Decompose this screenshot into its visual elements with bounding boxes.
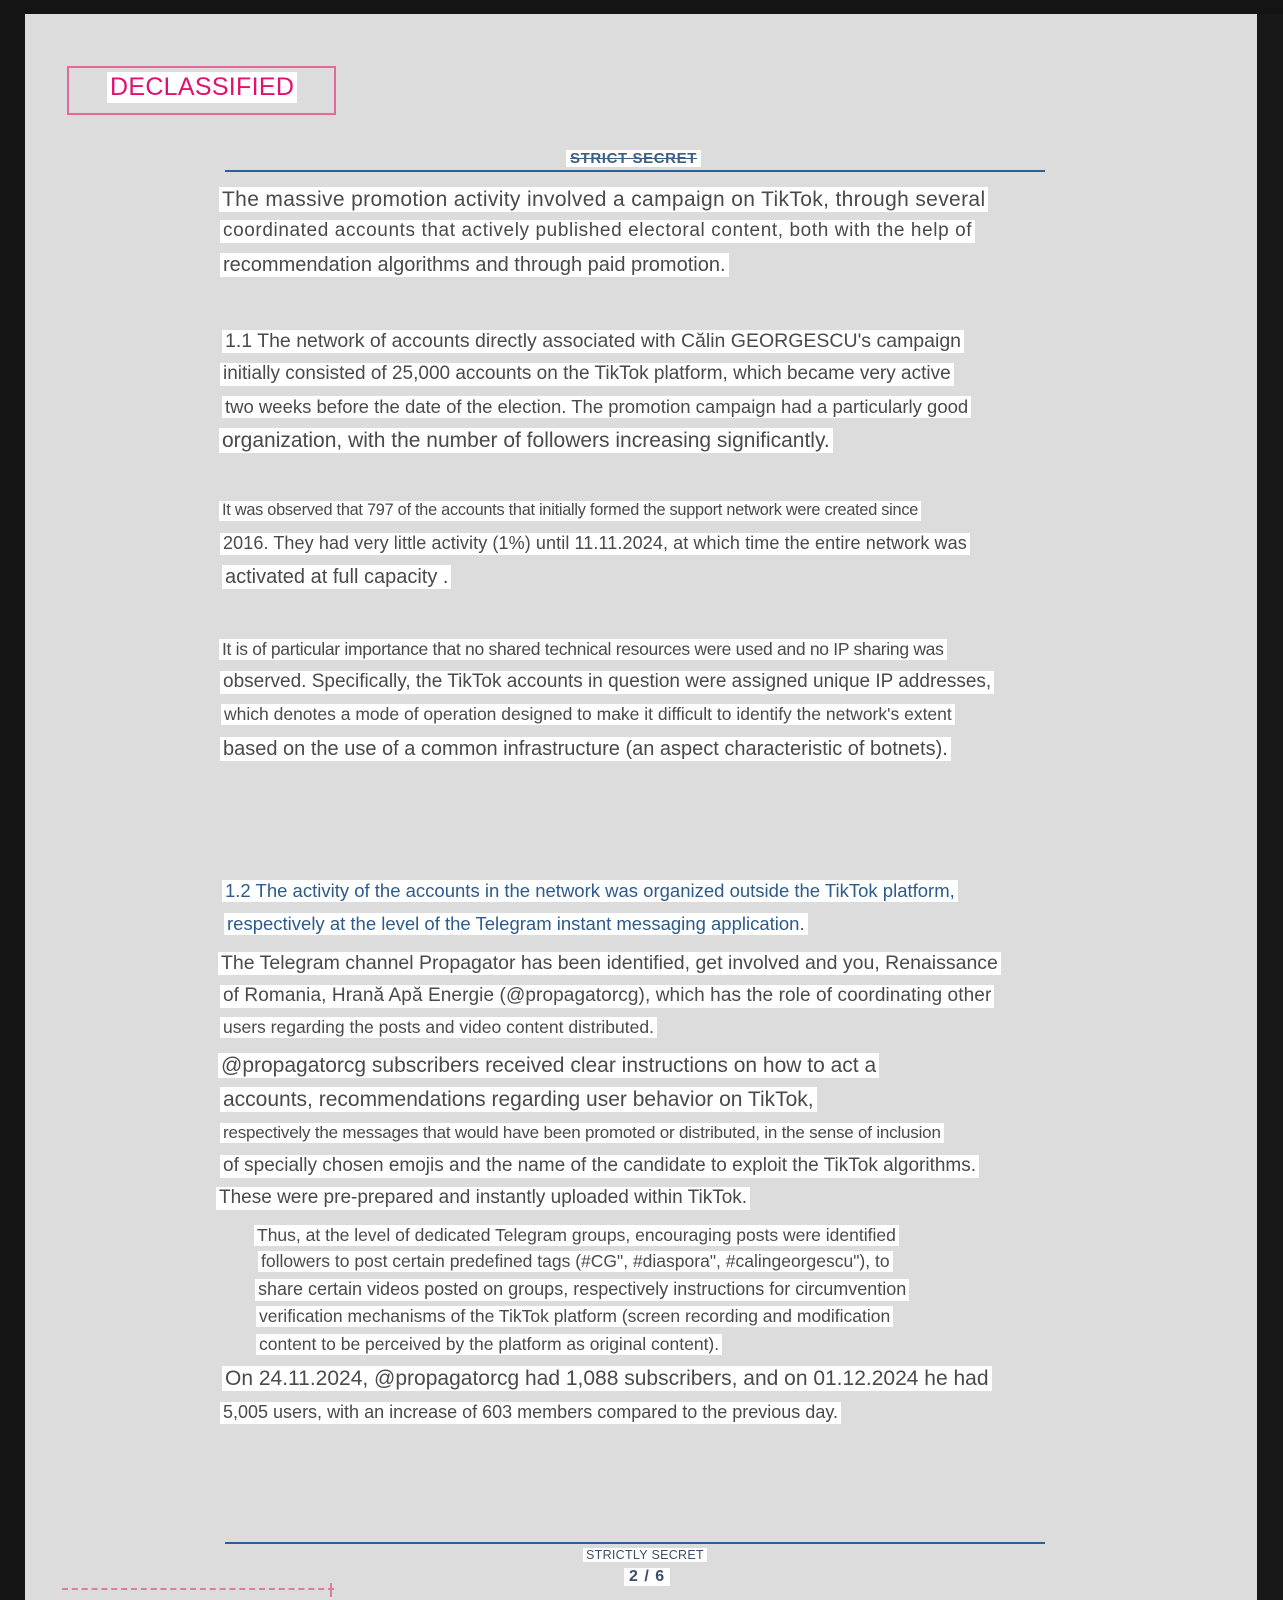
section-heading-line: 1.2 The activity of the accounts in the network was organized outside the TikTok platform, xyxy=(222,880,958,902)
paragraph-line: observed. Specifically, the TikTok accounts in question were assigned unique IP addresses, xyxy=(220,671,994,694)
paragraph-line: based on the use of a common infrastructure (an aspect characteristic of botnets). xyxy=(220,737,951,761)
section-heading-line: respectively at the level of the Telegram instant messaging application. xyxy=(224,913,808,935)
paragraph-line: It was observed that 797 of the accounts that initially formed the support network were created since xyxy=(219,501,921,521)
paragraph-line: respectively the messages that would have been promoted or distributed, in the sense of inclusion xyxy=(220,1123,944,1143)
paragraph-line: 1.1 The network of accounts directly associated with Călin GEORGESCU's campaign xyxy=(222,330,964,353)
document-page xyxy=(25,14,1257,1600)
paragraph-line: which denotes a mode of operation designed to make it difficult to identify the network's extent xyxy=(221,704,955,725)
paragraph-line: initially consisted of 25,000 accounts on the TikTok platform, which became very active xyxy=(220,363,954,386)
declassified-stamp: DECLASSIFIED xyxy=(107,72,297,103)
header-classification: STRICT SECRET xyxy=(566,150,701,167)
paragraph-line: These were pre-prepared and instantly uploaded within TikTok. xyxy=(216,1187,750,1210)
footer-rule xyxy=(225,1542,1045,1544)
paragraph-line: 5,005 users, with an increase of 603 members compared to the previous day. xyxy=(220,1402,841,1424)
paragraph-line: recommendation algorithms and through paid promotion. xyxy=(220,253,729,277)
paragraph-line: of specially chosen emojis and the name of the candidate to exploit the TikTok algorithms. xyxy=(220,1155,979,1178)
paragraph-line: accounts, recommendations regarding user behavior on TikTok, xyxy=(220,1087,817,1112)
stamp-fragment-edge xyxy=(330,1583,332,1597)
indented-line: followers to post certain predefined tags (#CG", #diaspora", #calingeorgescu"), to xyxy=(258,1251,893,1272)
paragraph-line: It is of particular importance that no shared technical resources were used and no IP sharing was xyxy=(219,639,947,660)
indented-line: share certain videos posted on groups, respectively instructions for circumvention xyxy=(255,1279,909,1301)
page-edge xyxy=(1257,14,1283,1600)
footer-classification: STRICTLY SECRET xyxy=(583,1548,707,1562)
indented-line: verification mechanisms of the TikTok platform (screen recording and modification xyxy=(256,1306,893,1327)
paragraph-line: The Telegram channel Propagator has been identified, get involved and you, Renaissance xyxy=(218,952,1001,975)
paragraph-line: activated at full capacity . xyxy=(222,565,451,589)
stamp-fragment xyxy=(62,1588,334,1593)
paragraph-line: users regarding the posts and video content distributed. xyxy=(220,1017,657,1038)
paragraph-line: organization, with the number of followers increasing significantly. xyxy=(219,428,833,453)
paragraph-line: of Romania, Hrană Apă Energie (@propagatorcg), which has the role of coordinating other xyxy=(220,985,994,1008)
indented-line: Thus, at the level of dedicated Telegram groups, encouraging posts were identified xyxy=(254,1225,899,1246)
header-rule xyxy=(225,170,1045,172)
paragraph-line: coordinated accounts that actively published electoral content, both with the help of xyxy=(220,220,975,243)
indented-line: content to be perceived by the platform as original content). xyxy=(256,1334,722,1355)
page-number: 2 / 6 xyxy=(624,1568,670,1586)
paragraph-line: 2016. They had very little activity (1%) until 11.11.2024, at which time the entire network was xyxy=(220,533,970,555)
paragraph-line: On 24.11.2024, @propagatorcg had 1,088 subscribers, and on 01.12.2024 he had xyxy=(222,1366,992,1391)
paragraph-line: The massive promotion activity involved a campaign on TikTok, through several xyxy=(219,187,988,212)
paragraph-line: two weeks before the date of the election. The promotion campaign had a particularly good xyxy=(222,396,971,418)
paragraph-line: @propagatorcg subscribers received clear instructions on how to act a xyxy=(218,1053,879,1078)
